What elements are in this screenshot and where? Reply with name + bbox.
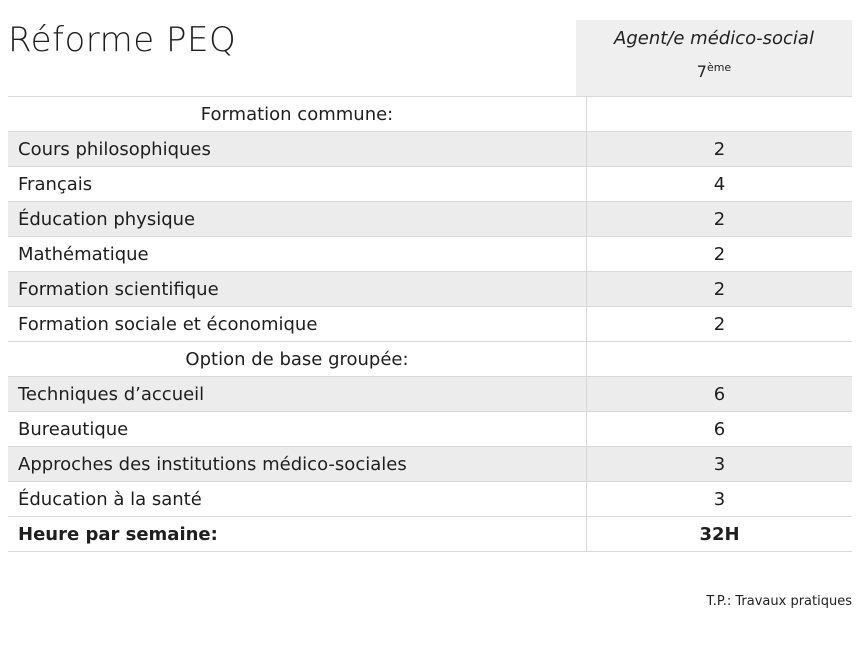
row-hours: 4 [587,167,853,202]
row-hours: 2 [587,132,853,167]
total-row [8,517,852,552]
row-label: Éducation à la santé [8,482,587,517]
row-hours: 2 [587,237,853,272]
page-title: Réforme PEQ [8,20,237,60]
year-suffix: ème [706,61,732,74]
row-hours: 2 [587,202,853,237]
row-hours: 3 [587,482,853,517]
row-label: Cours philosophiques [8,132,587,167]
course-hours-table [8,96,852,552]
row-hours [587,342,853,377]
row-label: Bureautique [8,412,587,447]
section-row [8,97,852,132]
table-row [8,307,852,342]
table-row [8,447,852,482]
row-label: Mathématique [8,237,587,272]
table-row [8,202,852,237]
table-row [8,132,852,167]
row-label: Heure par semaine: [8,517,587,552]
table-row [8,272,852,307]
year-level [576,61,852,81]
row-label: Français [8,167,587,202]
table-row [8,377,852,412]
row-hours: 6 [587,377,853,412]
table-row [8,167,852,202]
table-row [8,412,852,447]
year-number: 7 [696,62,707,81]
row-label: Formation sociale et économique [8,307,587,342]
row-label: Approches des institutions médico-sociales [8,447,587,482]
row-hours: 2 [587,307,853,342]
column-header [576,20,852,96]
row-hours: 6 [587,412,853,447]
row-hours [587,97,853,132]
row-label: Formation commune: [8,97,587,132]
row-label: Option de base groupée: [8,342,587,377]
row-label: Formation scientifique [8,272,587,307]
row-hours: 2 [587,272,853,307]
table-row [8,237,852,272]
row-label: Éducation physique [8,202,587,237]
footnote: T.P.: Travaux pratiques [706,594,852,609]
table-row [8,482,852,517]
option-name: Agent/e médico-social [614,28,814,49]
row-hours: 32H [587,517,853,552]
row-hours: 3 [587,447,853,482]
row-label: Techniques d’accueil [8,377,587,412]
section-row [8,342,852,377]
